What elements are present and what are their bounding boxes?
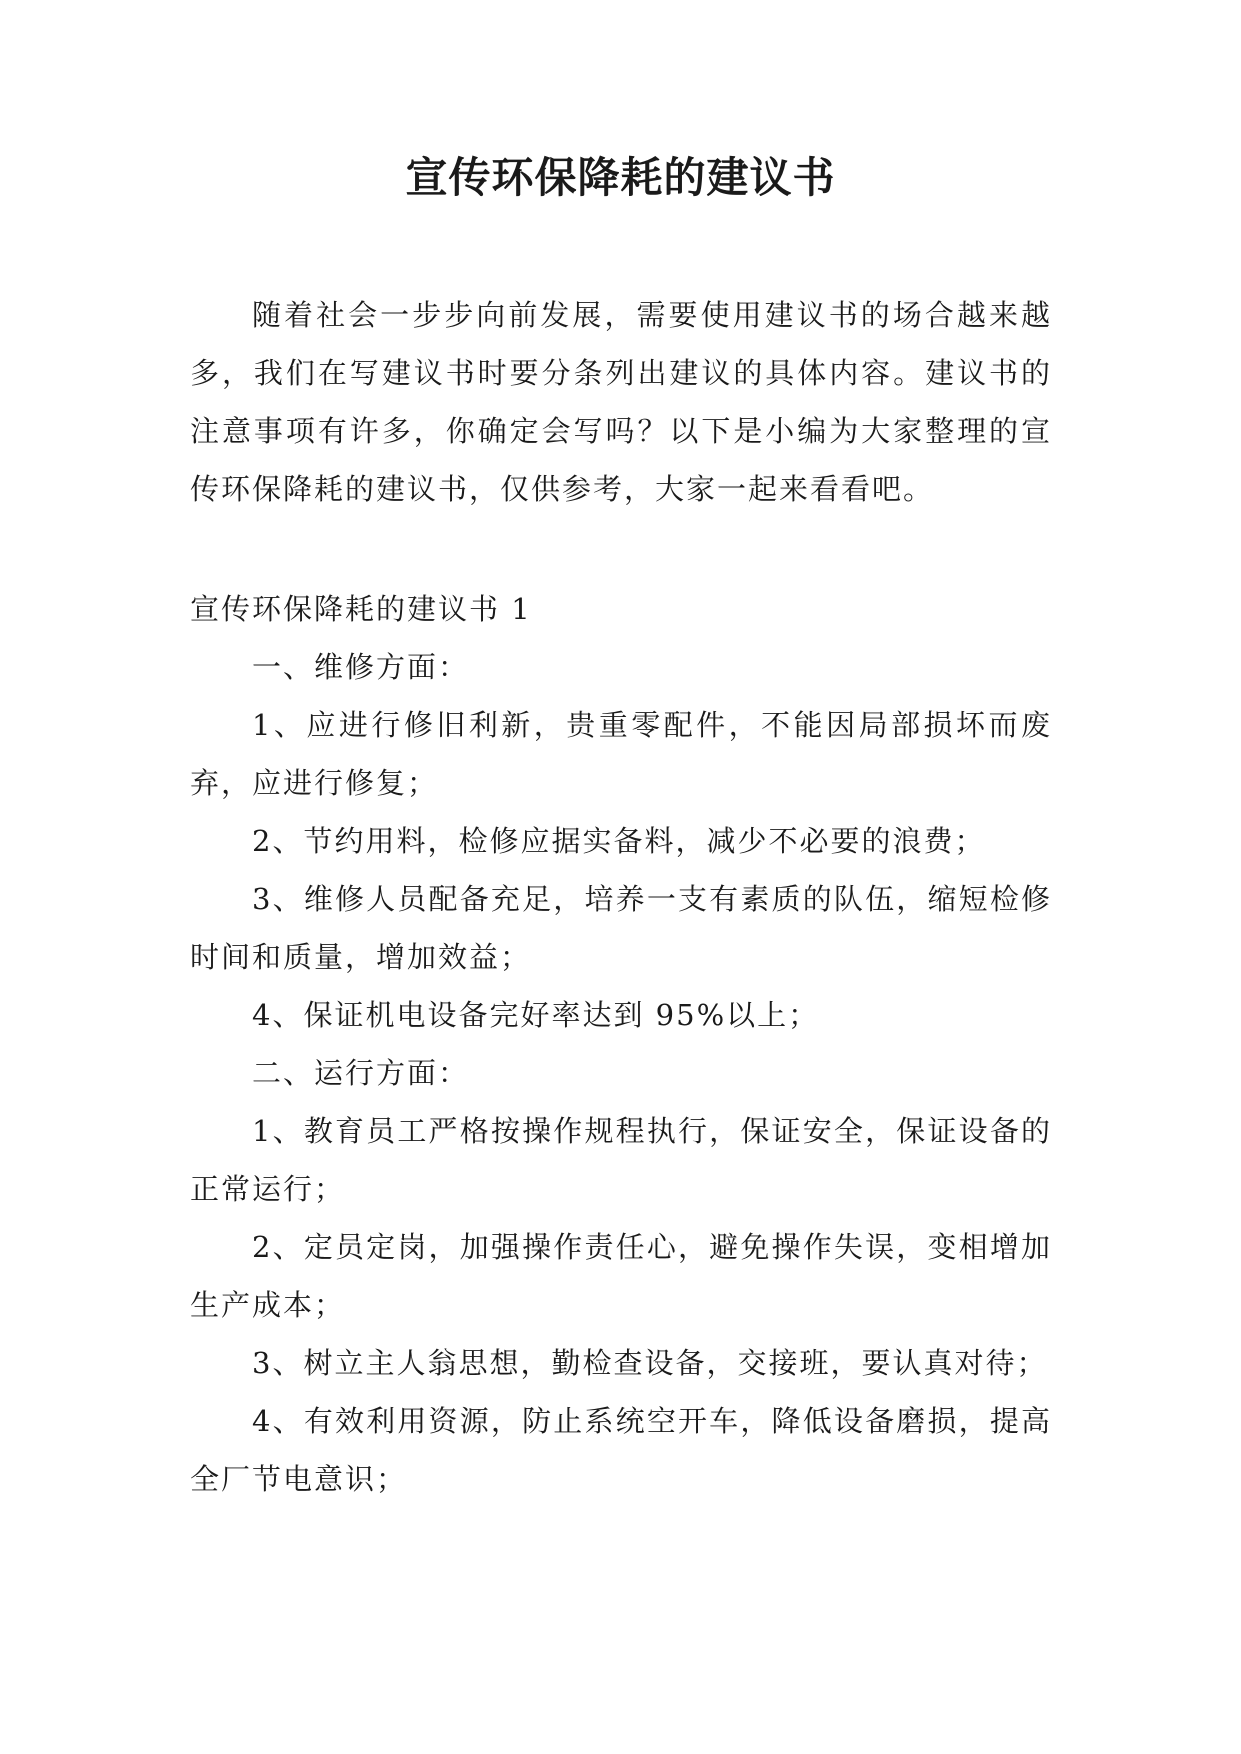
list-item: 4、保证机电设备完好率达到 95%以上；: [252, 998, 820, 1032]
list-item: 1、应进行修旧利新，贵重零配件，不能因局部损坏而废弃，应进行修复；: [190, 708, 1052, 800]
heading-maintenance: 一、维修方面：: [252, 650, 470, 684]
document-title: 宣传环保降耗的建议书: [405, 153, 836, 202]
list-item: 3、树立主人翁思想，勤检查设备，交接班，要认真对待；: [252, 1346, 1048, 1380]
document-body: [190, 580, 1052, 1508]
heading-operation: 二、运行方面：: [252, 1056, 470, 1090]
section-heading: 宣传环保降耗的建议书 1: [190, 592, 532, 626]
list-item: 4、有效利用资源，防止系统空开车，降低设备磨损，提高全厂节电意识；: [190, 1404, 1052, 1496]
list-item: 2、定员定岗，加强操作责任心，避免操作失误，变相增加生产成本；: [190, 1230, 1052, 1322]
intro-paragraph: 随着社会一步步向前发展，需要使用建议书的场合越来越多，我们在写建议书时要分条列出建议的具体内容。建议书的注意事项有许多，你确定会写吗？以下是小编为大家整理的宣传环保降耗的建议书，仅供参考，大家一起来看看吧。: [190, 298, 1052, 506]
list-item: 1、教育员工严格按操作规程执行，保证安全，保证设备的正常运行；: [190, 1114, 1052, 1206]
list-item: 2、节约用料，检修应据实备料，减少不必要的浪费；: [252, 824, 986, 858]
list-item: 3、维修人员配备充足，培养一支有素质的队伍，缩短检修时间和质量，增加效益；: [190, 882, 1052, 974]
